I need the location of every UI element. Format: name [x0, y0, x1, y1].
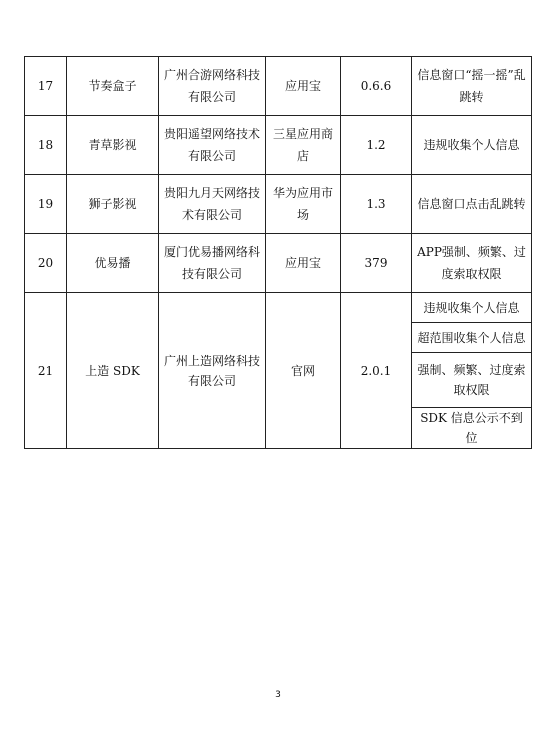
- violation-issue: 强制、频繁、过度索取权限: [412, 353, 532, 408]
- app-version: 1.3: [341, 175, 412, 234]
- table-row: [25, 57, 532, 116]
- violation-issue: 违规收集个人信息: [412, 293, 532, 323]
- table-row: [25, 293, 532, 323]
- app-version: 379: [341, 234, 412, 293]
- row-number: 21: [25, 293, 67, 449]
- app-store: 应用宝: [266, 234, 341, 293]
- developer-name: 厦门优易播网络科技有限公司: [159, 234, 266, 293]
- violation-issue: 信息窗口“摇一摇”乱跳转: [412, 57, 532, 116]
- developer-name: 贵阳九月天网络技术有限公司: [159, 175, 266, 234]
- violation-issue: 信息窗口点击乱跳转: [412, 175, 532, 234]
- app-violations-table: [24, 56, 532, 449]
- developer-name: 广州上造网络科技有限公司: [159, 293, 266, 449]
- table-row: [25, 234, 532, 293]
- app-name: 狮子影视: [67, 175, 159, 234]
- app-store: 应用宝: [266, 57, 341, 116]
- app-version: 0.6.6: [341, 57, 412, 116]
- table-row: [25, 175, 532, 234]
- app-name: 上造 SDK: [67, 293, 159, 449]
- app-store: 三星应用商店: [266, 116, 341, 175]
- page-number: 3: [275, 690, 281, 700]
- app-name: 优易播: [67, 234, 159, 293]
- row-number: 20: [25, 234, 67, 293]
- app-version: 2.0.1: [341, 293, 412, 449]
- row-number: 19: [25, 175, 67, 234]
- app-store: 华为应用市场: [266, 175, 341, 234]
- developer-name: 贵阳遥望网络技术有限公司: [159, 116, 266, 175]
- violation-issue: 违规收集个人信息: [412, 116, 532, 175]
- developer-name: 广州合游网络科技有限公司: [159, 57, 266, 116]
- violation-issue: APP强制、频繁、过度索取权限: [412, 234, 532, 293]
- row-number: 17: [25, 57, 67, 116]
- violation-issue: 超范围收集个人信息: [412, 323, 532, 353]
- app-name: 青草影视: [67, 116, 159, 175]
- app-version: 1.2: [341, 116, 412, 175]
- app-name: 节奏盒子: [67, 57, 159, 116]
- row-number: 18: [25, 116, 67, 175]
- violation-issue: SDK 信息公示不到位: [412, 408, 532, 449]
- app-store: 官网: [266, 293, 341, 449]
- table-row: [25, 116, 532, 175]
